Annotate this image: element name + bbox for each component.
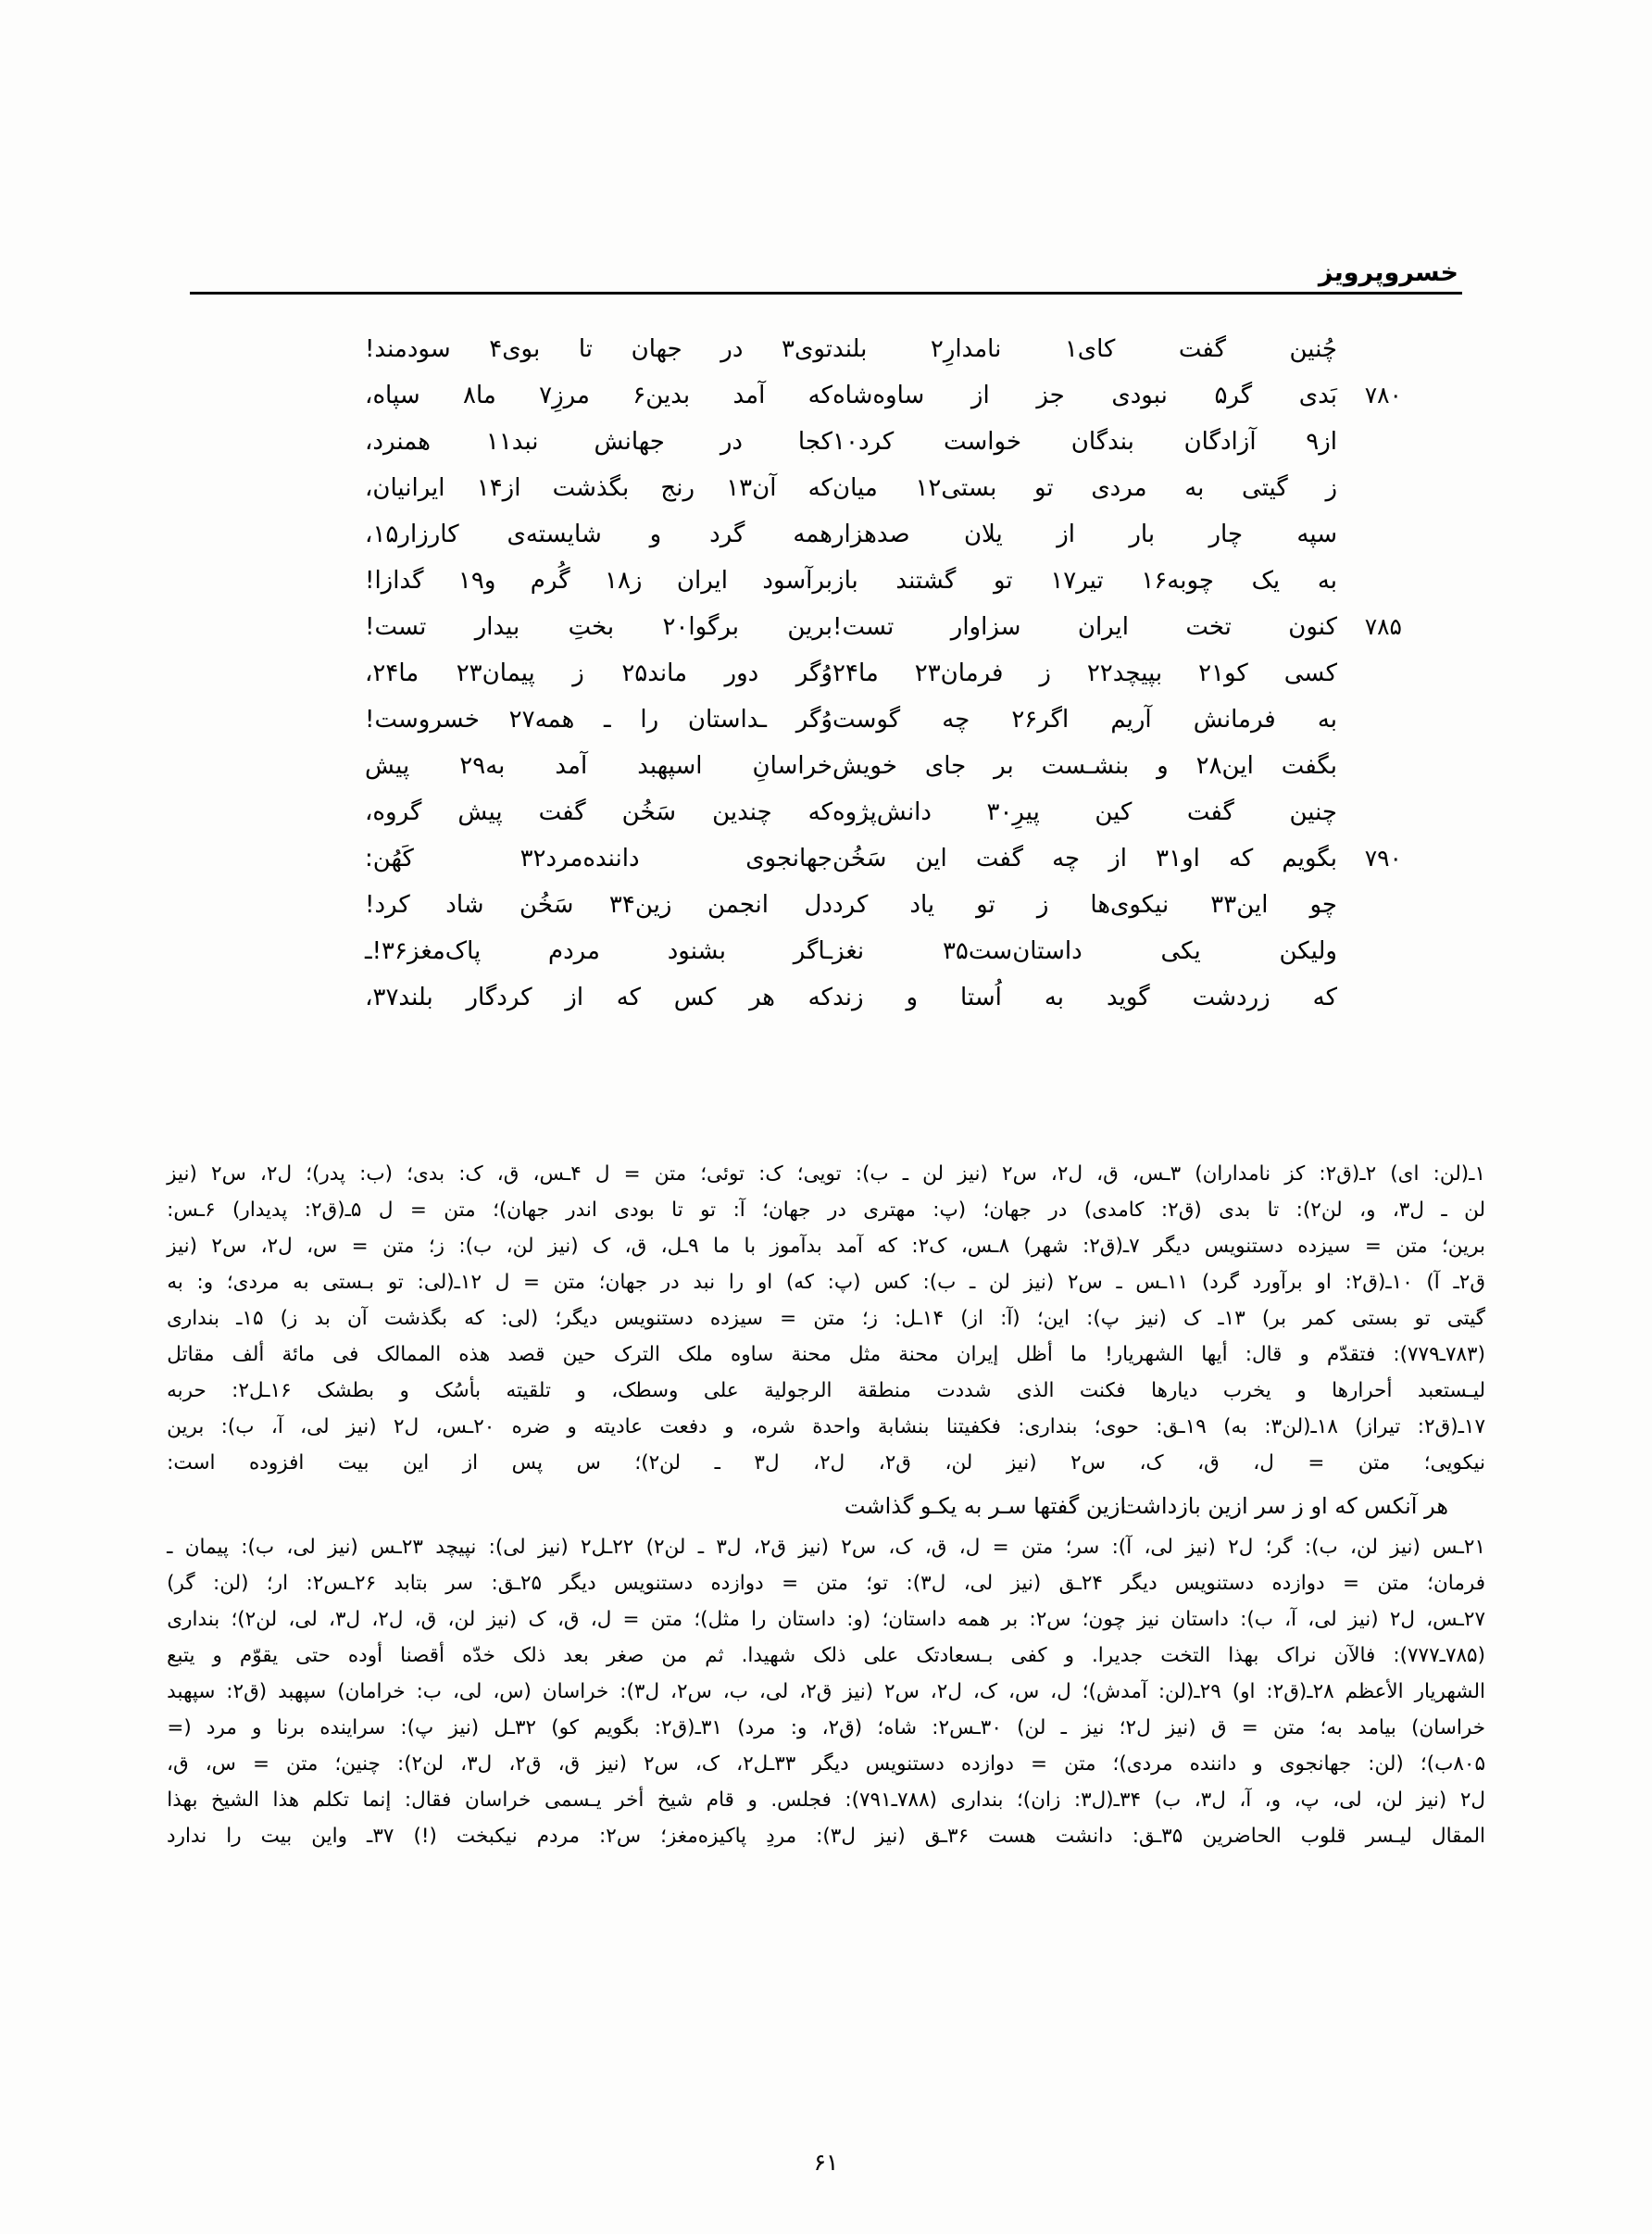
hemistich-first: به فرمانش آریم اگر۲۶ چه گوست	[832, 706, 1337, 734]
verse-row	[306, 604, 1404, 650]
interpolated-verse-part-a: هر آنکس که او ز سر ازین بازداشت	[1120, 1493, 1448, 1519]
verse-row	[306, 882, 1404, 928]
hemistich-first: کنون تخت ایران سزاوار تست!	[832, 613, 1337, 641]
verse-row	[306, 835, 1404, 882]
critical-apparatus	[167, 1156, 1485, 1854]
apparatus-interpolated-verse	[167, 1485, 1485, 1527]
header-rule	[190, 292, 1462, 295]
apparatus-line: ۲۱ـس (نیز لن، ب): گر؛ ل۲ (نیز لی، آ): سر؛ متن = ل، ق، ک، س۲ (نیز ق۲، ل۳ ـ لن۲) ۲۲ـل۲ (نیز لی): نپیچد ۲۳ـس (نیز لی، ب): پیمان ـ	[167, 1536, 1485, 1559]
hemistich-first: بگفت این۲۸ و بنشـست بر جای خویش	[832, 752, 1337, 780]
hemistich-second: کجا در جهانش نبد۱۱ همنرد،	[365, 428, 832, 456]
hemistich-first: ز گیتی به مردی تو بستی۱۲ میان	[832, 474, 1337, 502]
hemistich-second: توی۳ در جهان تا بوی۴ سودمند!	[365, 335, 832, 363]
verse-row	[306, 326, 1404, 372]
verse-row	[306, 743, 1404, 789]
verse-row	[306, 974, 1404, 1021]
hemistich-second: که هر کس که از کردگار بلند۳۷،	[365, 984, 832, 1011]
hemistich-second: برین برگوا۲۰ بختِ بیدار تست!	[365, 613, 832, 641]
verse-row	[306, 372, 1404, 419]
verse-number: ۷۸۵	[1364, 613, 1402, 640]
hemistich-second: دل انجمن زین۳۴ سَخُن شاد کرد!	[365, 891, 832, 919]
apparatus-line: (۷۸۵ـ۷۷۷): فالآن نراک بهذا التخت جدیرا. و کفی بـسعادتک علی ذلک شهیدا. ثم من صغر بعد ذلک خدّه أقصنا أوده حتی یقوّم و یتبع	[167, 1644, 1485, 1667]
apparatus-line: خراسان) بیامد به؛ متن = ق (نیز ل۲؛ نیز ـ لن) ۳۰ـس۲: شاه؛ (ق۲، و: مرد) ۳۱ـ(ق۲: بگویم کو) ۳۲ـل (نیز پ): سراینده برنا و مرد (=	[167, 1716, 1485, 1739]
hemistich-second: خراسانِ اسپهبد آمد به۲۹ پیش	[365, 752, 832, 780]
hemistich-first: سپه چار بار از یلان صدهزار	[832, 521, 1337, 548]
apparatus-line: المقال لیـسر قلوب الحاضرین ۳۵ـق: دانشت هست ۳۶ـق (نیز ل۳): مردِ پاکیزه‌مغز؛ س۲: مردم نیکبخت (!) ۳۷ـ واین بیت را ندارد	[167, 1825, 1485, 1848]
running-head-title: خسروپرویز	[1318, 258, 1458, 287]
hemistich-first: کسی کو۲۱ بپیچد۲۲ ز فرمان۲۳ ما۲۴	[832, 659, 1337, 687]
apparatus-line: گیتی تو بستی کمر بر) ۱۳ـ ک (نیز پ): این؛ (آ: از) ۱۴ـل: ز؛ متن = سیزده دستنویس دیگر؛ (لی: که بگذشت آن بد ز) ۱۵ـ بنداری	[167, 1307, 1485, 1330]
folio-number-container	[0, 2149, 1652, 2176]
apparatus-line: لیـستعبد أحرارها و یخرب دیارها فکنت الذی شددت منطقة الرجولیة علی وسطک، و تلقیته بأسُک و بطشک ۱۶ـل۲: حربه	[167, 1379, 1485, 1402]
apparatus-line: ۲۷ـس، ل۲ (نیز لی، آ، ب): داستان نیز چون؛ س۲: بر همه داستان؛ (و: داستان را مثل)؛ متن = ل، ق، ک (نیز لن، ق، ل۲، ل۳، لی، لن۲)؛ بنداری	[167, 1608, 1485, 1631]
interpolated-verse-part-b: ازین گفتها سـر به یکـو گذاشت	[844, 1493, 1127, 1519]
hemistich-first: بَدی گر۵ نبودی جز از ساوه‌شاه	[832, 382, 1337, 409]
hemistich-second: برآسود ایران ز۱۸ گُرم و۱۹ گدازا!	[365, 567, 832, 595]
apparatus-line: (۷۸۳ـ۷۷۹): فتقدّم و قال: أیها الشهریار! ما أظل إیران محنة مثل محنة ساوه ملک الترک حین قصد هذه الممالک فی مائة ألف مقاتل	[167, 1343, 1485, 1366]
hemistich-first: که زردشت گوید به اُستا و زند	[832, 984, 1337, 1011]
page-number: ۶۱	[813, 2149, 839, 2176]
hemistich-second: که چندین سَخُن گفت پیش گروه،	[365, 798, 832, 826]
apparatus-line: ۱ـ(لن: ای) ۲ـ(ق۲: کز نامداران) ۳ـس، ق، ل۲، س۲ (نیز لن ـ ب): تویی؛ ک: توئی؛ متن = ل ۴ـس، ق، ک: بدی؛ (ب: پدر)؛ ل۲، س۲ (نیز	[167, 1162, 1485, 1186]
verse-row	[306, 465, 1404, 511]
verse-row	[306, 928, 1404, 974]
apparatus-line: فرمان؛ متن = دوازده دستنویس دیگر ۲۴ـق (نیز لی، ل۳): تو؛ متن = دوازده دستنویس دیگر ۲۵ـق: سر بتابد ۲۶ـس۲: ار؛ (لن: گر)	[167, 1572, 1485, 1595]
verse-number: ۷۹۰	[1364, 845, 1402, 872]
verse-row	[306, 789, 1404, 835]
hemistich-first: بگویم که او۳۱ از چه گفت این سَخُن	[832, 845, 1337, 872]
apparatus-section-one	[167, 1156, 1485, 1481]
apparatus-section-two	[167, 1529, 1485, 1854]
apparatus-line: ۱۷ـ(ق۲: تیراز) ۱۸ـ(لن۳: به) ۱۹ـق: حوی؛ بنداری: فکفیتنا بنشابة واحدة شره، و دفعت عادیته و ضره ۲۰ـس، ل۲ (نیز لی، آ، ب): برین	[167, 1415, 1485, 1438]
hemistich-second: که آمد بدین۶ مرزِ۷ ما۸ سپاه،	[365, 382, 832, 409]
hemistich-first: ولیکن یکی داستان‌ست۳۵ نغز	[832, 937, 1337, 965]
apparatus-line: ۸۰۵ب)؛ (لن: جهانجوی و داننده مردی)؛ متن = دوازده دستنویس دیگر ۳۳ـل۲، ک، س۲ (نیز ق، ق۲، ل۳، لن۲): چنین؛ متن = س، ق،	[167, 1752, 1485, 1776]
hemistich-first: چُنین گفت کای۱ نامدارِ۲ بلند	[832, 335, 1337, 363]
verse-body	[306, 326, 1404, 1021]
verse-row	[306, 650, 1404, 697]
apparatus-line: نیکویی؛ متن = ل، ق، ک، س۲ (نیز لن، ق۲، ل۲، ل۳ ـ لن۲)؛ س پس از این بیت افزوده است:	[167, 1451, 1485, 1475]
hemistich-second: وُگر ـداستان را ـ همه۲۷ خسروست!	[365, 706, 832, 734]
hemistich-second: که آن۱۳ رنج بگذشت از۱۴ ایرانیان،	[365, 474, 832, 502]
apparatus-line: لن ـ ل۳، و، لن۲): تا بدی (ق۲: کامدی) در جهان؛ (پ: مهتری در جهان؛ آ: تو تا بودی اندر جهان)؛ متن = ل ۵ـ(ق۲: پدیدار) ۶ـس:	[167, 1199, 1485, 1222]
apparatus-line: ل۲ (نیز لن، لی، پ، و، آ، ل۳، ب) ۳۴ـ(ل۳: زان)؛ بنداری (۷۸۸ـ۷۹۱): فجلس. و قام شیخ أخر یـسمی خراسان فقال: إنما تکلم هذا الشیخ بهذا	[167, 1788, 1485, 1812]
apparatus-line: ق۲ـ آ) ۱۰ـ(ق۲: او برآورد گرد) ۱۱ـس ـ س۲ (نیز لن ـ ب): کس (پ: که) او را نبد در جهان؛ متن = ل ۱۲ـ(لی: تو بـستی به مردی؛ و: به	[167, 1271, 1485, 1294]
hemistich-second: جهانجوی داننده‌مرد۳۲ کَهُن:	[365, 845, 832, 872]
hemistich-first: چنین گفت کین پیرِ۳۰ دانش‌پژوه	[832, 798, 1337, 826]
hemistich-first: چو این۳۳ نیکوی‌ها ز تو یاد کرد	[832, 891, 1337, 919]
hemistich-second: همه گرد و شایسته‌ی کارزار۱۵،	[365, 521, 832, 548]
page-header	[190, 239, 1462, 295]
hemistich-second: وُگر دور ماند۲۵ ز پیمان۲۳ ما۲۴،	[365, 659, 832, 687]
verse-row	[306, 419, 1404, 465]
hemistich-second: ـاگر بشنود مردم پاک‌مغز۳۶!ـ	[365, 937, 832, 965]
verse-row	[306, 511, 1404, 558]
verse-row	[306, 558, 1404, 604]
apparatus-line: الشهریار الأعظم ۲۸ـ(ق۲: او) ۲۹ـ(لن: آمدش)؛ ل، س، ک، ل۲، س۲ (نیز ق۲، لی، ب، س۲، ل۳): خراسان (س، لی، ب: خرامان) سپهبد (ق۲: سپهبد	[167, 1680, 1485, 1703]
apparatus-line: برین؛ متن = سیزده دستنویس دیگر ۷ـ(ق۲: شهر) ۸ـس، ک۲: که آمد بدآموز با ما ۹ـل، ق، ک (نیز لن، ب): ز؛ متن = س، ل۲، س۲ (نیز	[167, 1235, 1485, 1258]
verse-number: ۷۸۰	[1364, 382, 1402, 408]
hemistich-first: از۹ آزادگان بندگان خواست کرد۱۰	[832, 428, 1337, 456]
hemistich-first: به یک چوبه۱۶ تیر۱۷ تو گشتند باز	[832, 567, 1337, 595]
verse-row	[306, 697, 1404, 743]
